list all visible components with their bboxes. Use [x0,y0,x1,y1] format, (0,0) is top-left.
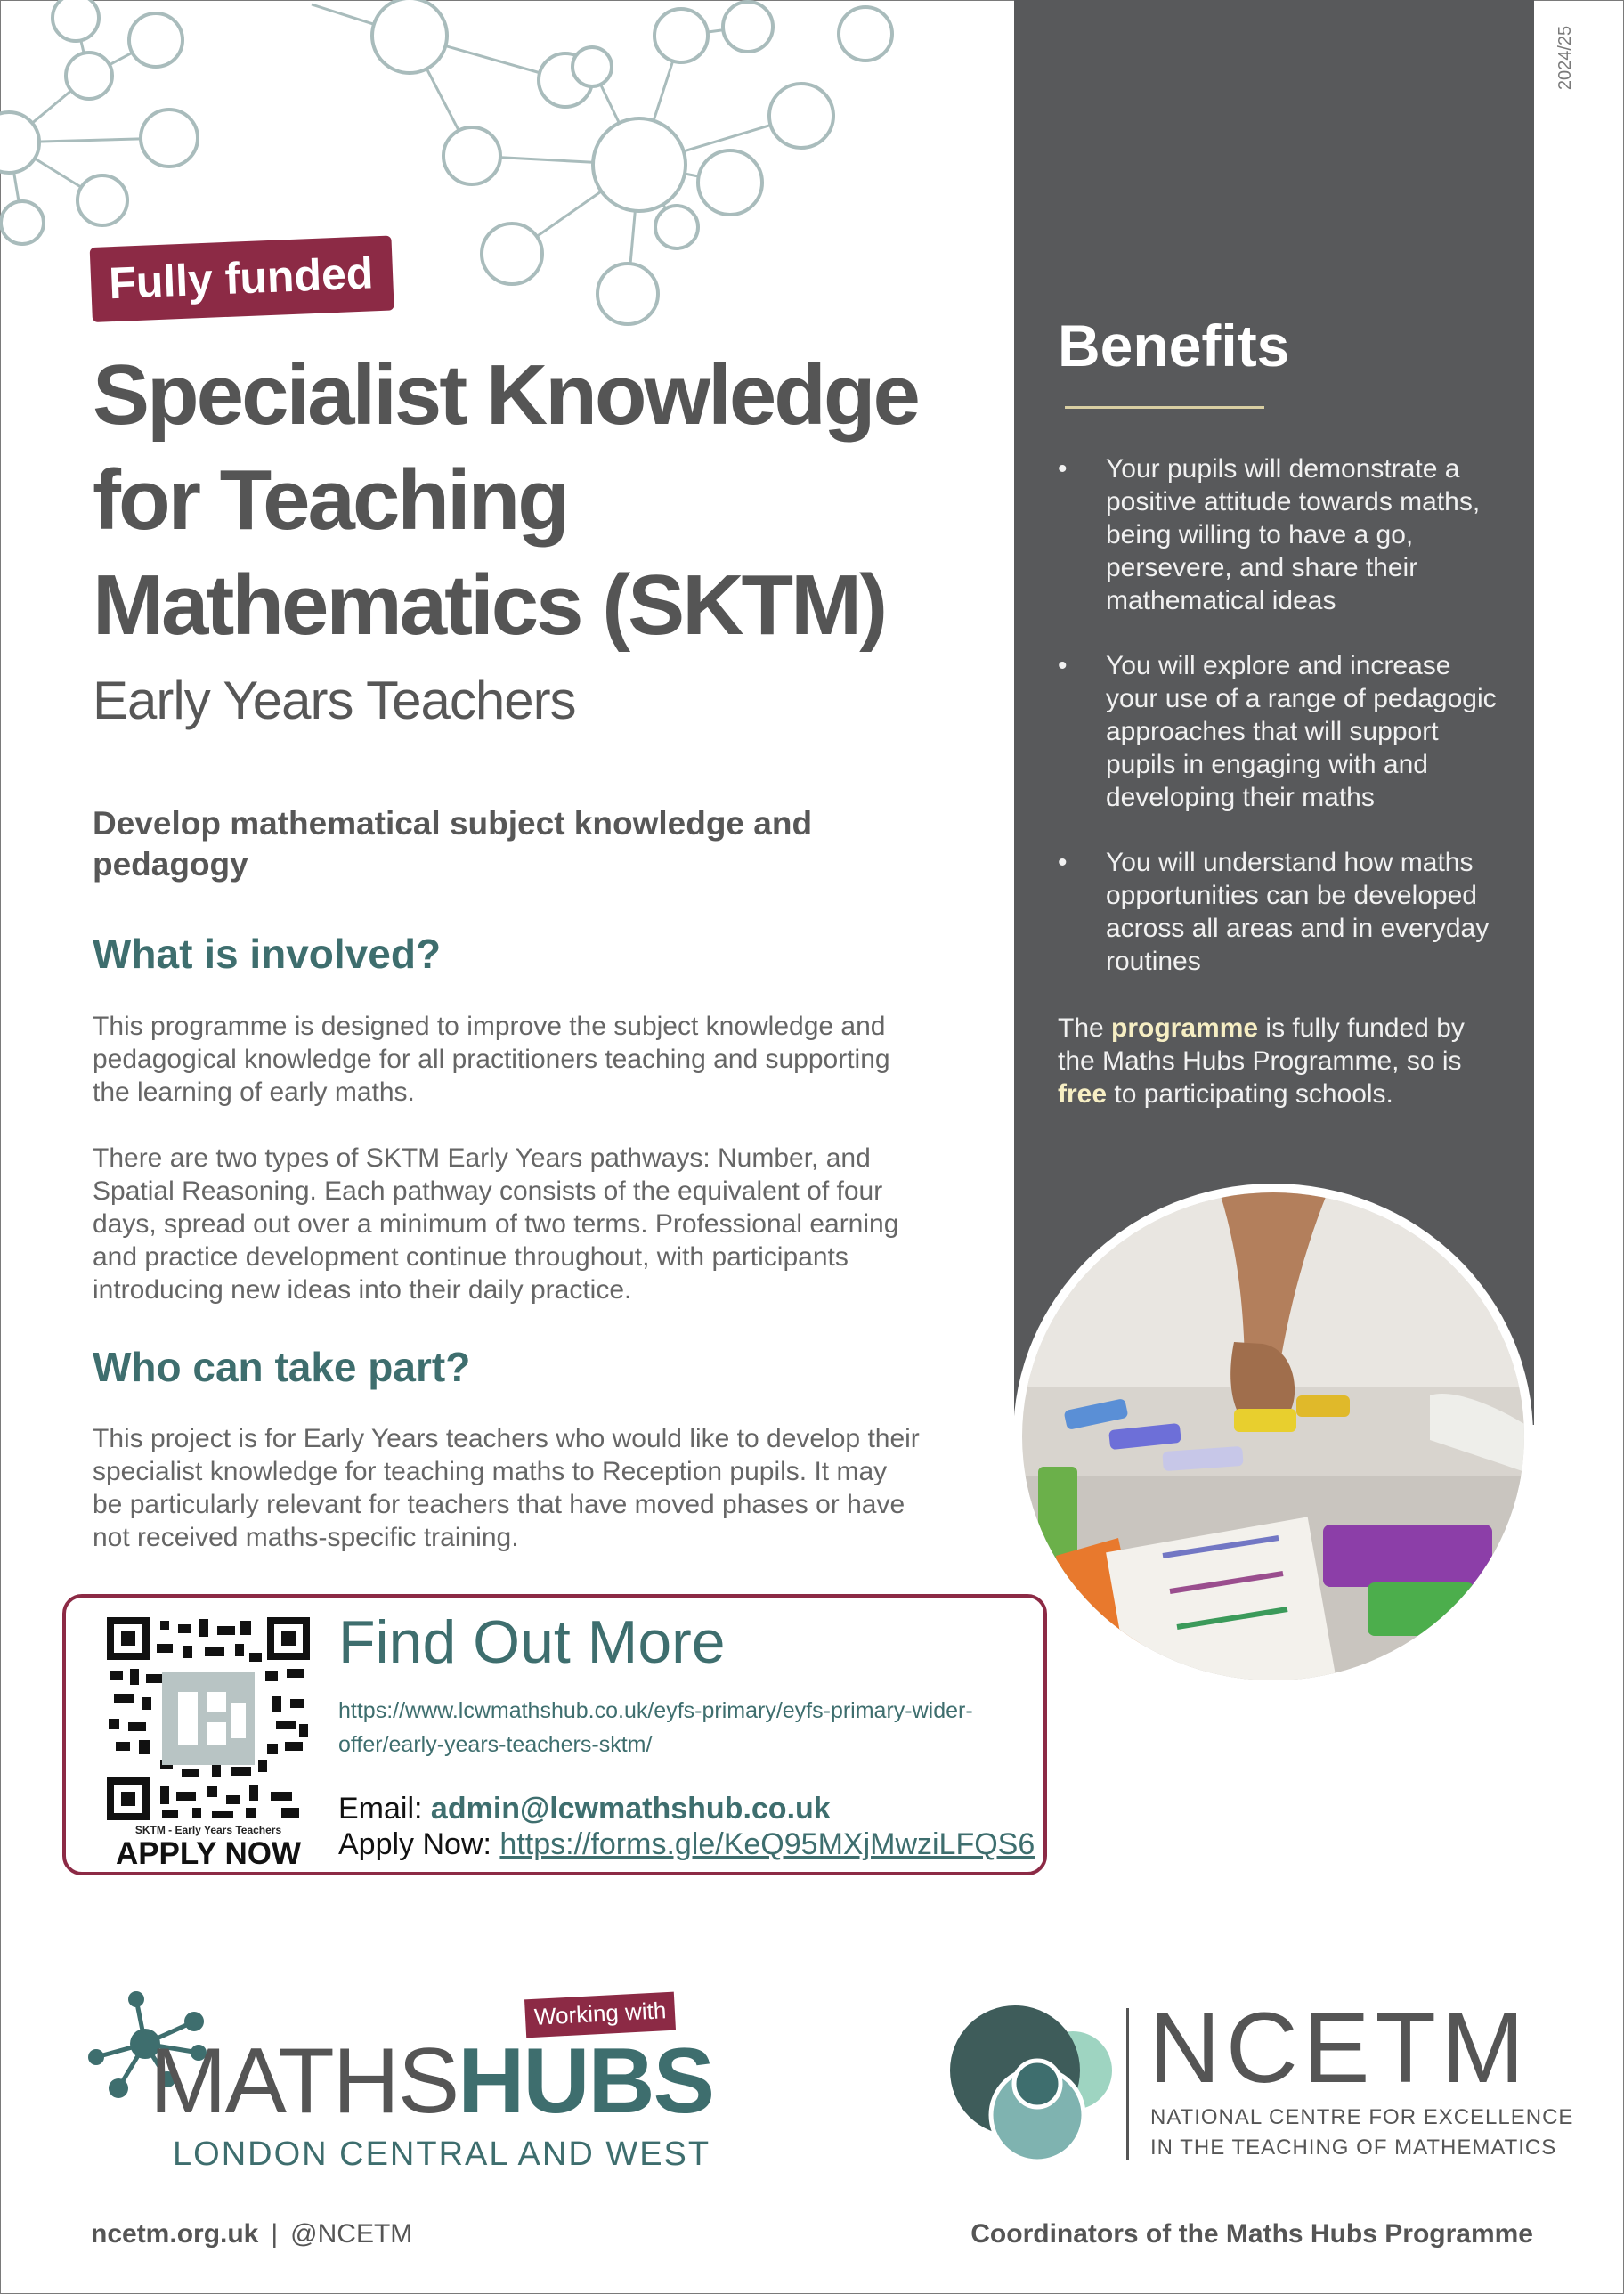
benefits-title: Benefits [1058,313,1290,378]
footer-website-link[interactable]: ncetm.org.uk [91,2219,259,2249]
involved-heading: What is involved? [93,931,442,977]
lead-text: Develop mathematical subject knowledge and pedagogy [93,805,813,883]
qr-apply-now: APPLY NOW [115,1836,302,1871]
fully-funded-badge: Fully funded [90,235,394,322]
ncetm-divider [1126,2008,1129,2160]
apply-line [338,1827,1035,1862]
programme-url-link[interactable]: https://www.lcwmathshub.co.uk/eyfs-primary/eyfs-primary-wider-offer/early-years-teachers-sktm/ [338,1698,973,1757]
find-out-more-title: Find Out More [338,1608,726,1676]
benefit-text: You will understand how maths opportunities can be developed across all areas and in everyday routines [1106,848,1490,976]
apply-form-link[interactable]: https://forms.gle/KeQ95MXjMwziLFQS6 [499,1827,1035,1861]
title-line-1: Specialist Knowledge [93,347,918,443]
email-line [338,1792,831,1826]
funding-note: The programme is fully funded by the Maths Hubs Programme, so is free to participating schools. [1058,1013,1465,1109]
footer-coordinators: Coordinators of the Maths Hubs Programme [970,2219,1533,2249]
ncetm-logo-text: NCETM [1149,1992,1531,2103]
maths-hubs-logo-text [150,2030,713,2133]
who-heading: Who can take part? [93,1344,471,1390]
year-text: 2024/25 [1555,25,1575,91]
bullet-icon: • [1058,454,1068,484]
involved-paragraph-2: There are two types of SKTM Early Years pathways: Number, and Spatial Reasoning. Each pathway consists of the equivalent of four days, spread out over a minimum of two terms. Professional earning and practice development continue throughout, with participants introducing new ideas into their daily practice. [93,1143,899,1305]
maths-word: MATHS [150,2030,459,2133]
ncetm-tagline-2: IN THE TEACHING OF MATHEMATICS [1150,2135,1557,2160]
working-with-badge: Working with [524,1992,676,2038]
benefits-divider [1065,406,1264,409]
hub-name: LONDON CENTRAL AND WEST [173,2135,711,2173]
bullet-icon: • [1058,848,1068,877]
benefit-item [1058,846,1503,978]
benefit-item [1058,649,1503,814]
classroom-photo [1011,1182,1535,1691]
page-title [93,343,947,658]
benefit-item [1058,452,1503,617]
hubs-word: HUBS [458,2030,713,2133]
bullet-icon: • [1058,651,1068,680]
page-subtitle: Early Years Teachers [93,671,576,730]
email-address-link[interactable]: admin@lcwmathshub.co.uk [430,1792,831,1826]
footer-handle-link[interactable]: @NCETM [290,2219,413,2249]
ncetm-tagline-1: NATIONAL CENTRE FOR EXCELLENCE [1150,2105,1574,2129]
funding-bold-free: free [1058,1079,1108,1109]
funding-bold-programme: programme [1111,1013,1259,1043]
who-paragraph: This project is for Early Years teachers who would like to develop their specialist knowledge for teaching maths to Reception pupils. It may be particularly relevant for teachers that have moved phases or have not received maths-specific training. [93,1424,920,1552]
footer-left [91,2219,412,2249]
ncetm-circles-icon [939,1999,1117,2168]
year-label [1540,18,1594,98]
title-line-3: Mathematics (SKTM) [93,557,886,653]
footer-separator: | [271,2219,279,2249]
involved-paragraph-1: This programme is designed to improve the subject knowledge and pedagogical knowledge for all practitioners teaching and supporting the learning of early maths. [93,1012,890,1107]
qr-code-icon[interactable] [107,1617,310,1820]
apply-label: Apply Now: [338,1827,500,1861]
qr-caption: SKTM - Early Years Teachers [134,1824,282,1836]
title-line-2: for Teaching [93,452,567,548]
benefit-text: Your pupils will demonstrate a positive attitude towards maths, being willing to have a go, persevere, and share their mathematical ideas [1106,454,1481,615]
benefits-list [1058,452,1503,1010]
email-label: Email: [338,1792,431,1826]
benefit-text: You will explore and increase your use of a range of pedagogic approaches that will support pupils in engaging with and developing their maths [1106,651,1497,812]
